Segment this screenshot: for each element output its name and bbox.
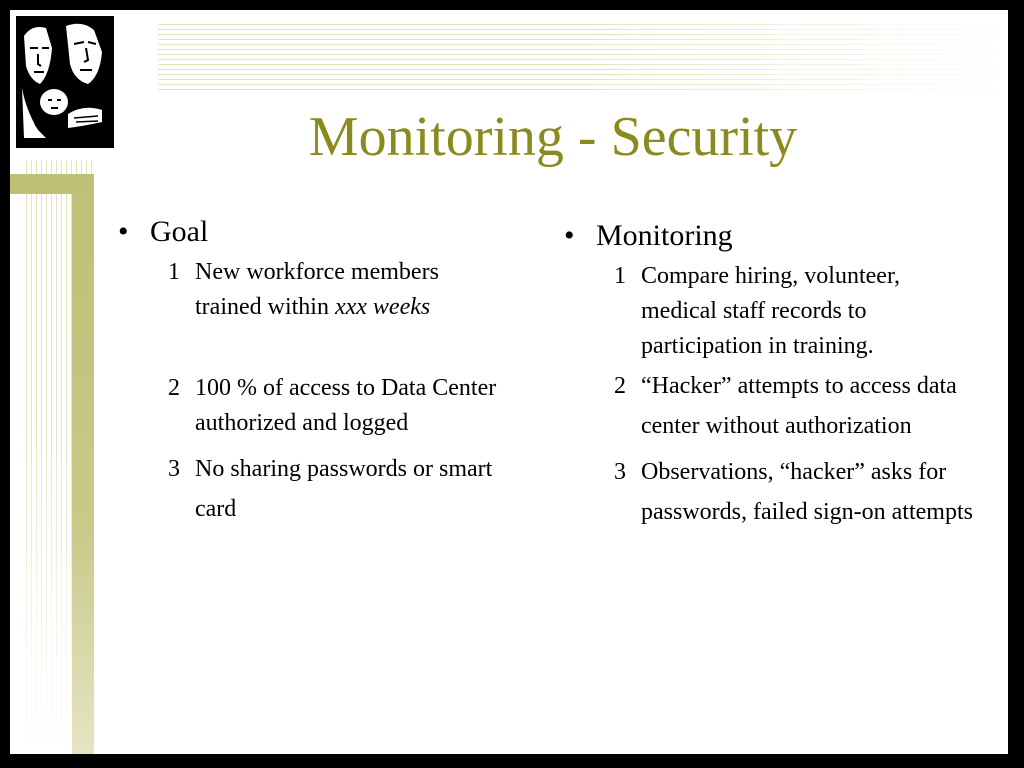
monitoring-label: Monitoring	[596, 219, 733, 252]
item-number: 2	[614, 373, 626, 399]
item-number: 1	[168, 259, 180, 285]
item-number: 3	[614, 459, 626, 485]
item-text: Observations, “hacker” asks for passwords, failed sign-on attempts	[641, 459, 973, 525]
slide	[10, 10, 1008, 754]
goal-column	[110, 212, 510, 529]
slide-title: Monitoring - Security	[308, 106, 798, 168]
item-text: No sharing passwords or smart card	[195, 456, 493, 522]
family-logo-icon	[16, 16, 114, 148]
accent-bar-vertical	[72, 174, 94, 754]
item-number: 3	[168, 456, 180, 482]
bullet-dot-icon: •	[118, 215, 129, 248]
goal-heading	[110, 212, 510, 252]
bullet-dot-icon: •	[564, 219, 575, 252]
goal-item	[110, 255, 510, 325]
monitoring-column	[556, 216, 976, 532]
goal-item	[110, 371, 510, 441]
monitoring-heading	[556, 216, 976, 256]
item-text-emphasis: xxx weeks	[334, 294, 431, 320]
item-number: 1	[614, 263, 626, 289]
goal-label: Goal	[150, 215, 209, 248]
decorative-stripes-top	[158, 24, 1008, 94]
item-text: 100 % of access to Data Center authorized and logged	[195, 375, 497, 436]
goal-item	[110, 449, 510, 529]
monitoring-item	[556, 366, 976, 446]
item-text: New workforce members trained within	[195, 259, 439, 320]
monitoring-item	[556, 259, 976, 364]
item-text: “Hacker” attempts to access data center without authorization	[641, 373, 957, 439]
item-number: 2	[168, 375, 180, 401]
monitoring-item	[556, 452, 976, 532]
item-text: Compare hiring, volunteer, medical staff records to participation in training.	[641, 263, 900, 359]
